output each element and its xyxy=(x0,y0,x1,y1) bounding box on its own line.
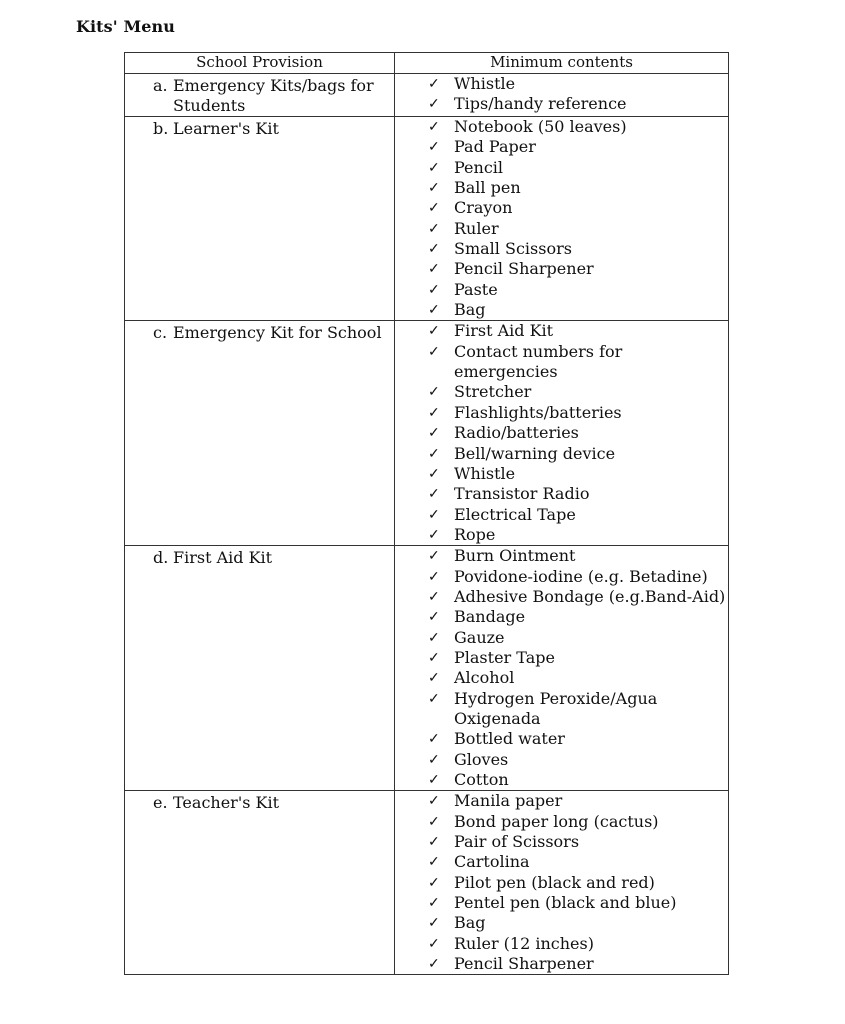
list-item xyxy=(428,219,728,239)
provision-name: Learner's Kit xyxy=(173,119,279,138)
list-item xyxy=(428,832,728,852)
item-text: Hydrogen Peroxide/Agua Oxigenada xyxy=(454,688,658,728)
provision-cell xyxy=(125,117,395,321)
list-item xyxy=(428,689,728,730)
list-item xyxy=(428,791,728,811)
list-item xyxy=(428,607,728,627)
provision-name: First Aid Kit xyxy=(173,548,273,568)
contents-list xyxy=(395,791,728,974)
list-item xyxy=(428,729,728,749)
checkmark-icon: ✓ xyxy=(428,281,440,298)
checkmark-icon: ✓ xyxy=(428,629,440,646)
provision-letter: a. xyxy=(153,76,168,95)
checkmark-icon: ✓ xyxy=(428,895,440,912)
contents-list xyxy=(395,321,728,545)
item-text: Bottled water xyxy=(454,729,565,749)
item-text: Cartolina xyxy=(454,852,530,872)
checkmark-icon: ✓ xyxy=(428,384,440,401)
checkmark-icon: ✓ xyxy=(428,834,440,851)
item-text: Plaster Tape xyxy=(454,647,555,667)
item-text: Whistle xyxy=(454,74,516,93)
list-item xyxy=(428,117,728,137)
list-item xyxy=(428,954,728,974)
item-text: Pair of Scissors xyxy=(454,832,580,852)
list-item xyxy=(428,342,728,383)
item-text: Flashlights/batteries xyxy=(454,402,622,422)
provision xyxy=(125,74,394,116)
list-item xyxy=(428,587,728,607)
item-text: Stretcher xyxy=(454,382,532,402)
list-item xyxy=(428,239,728,259)
item-text: Povidone-iodine (e.g. Betadine) xyxy=(454,566,708,586)
checkmark-icon: ✓ xyxy=(428,915,440,932)
item-text: Crayon xyxy=(454,198,513,218)
provision-letter: e. xyxy=(153,793,168,813)
table-row-e xyxy=(125,791,729,975)
checkmark-icon: ✓ xyxy=(428,241,440,258)
list-item xyxy=(428,750,728,770)
list-item xyxy=(428,770,728,790)
provision-cell xyxy=(125,321,395,546)
checkmark-icon: ✓ xyxy=(428,343,440,360)
provision-name: Teacher's Kit xyxy=(173,793,280,813)
checkmark-icon: ✓ xyxy=(428,200,440,217)
checkmark-icon: ✓ xyxy=(428,854,440,871)
provision-cell xyxy=(125,791,395,975)
item-text: Notebook (50 leaves) xyxy=(454,117,627,136)
item-text: Pad Paper xyxy=(454,137,536,157)
list-item xyxy=(428,464,728,484)
item-text: Rope xyxy=(454,524,496,544)
list-item xyxy=(428,321,728,341)
list-item xyxy=(428,382,728,402)
checkmark-icon: ✓ xyxy=(428,935,440,952)
list-item xyxy=(428,280,728,300)
contents-cell xyxy=(395,546,729,791)
provision-name: Emergency Kits/bags for Students xyxy=(173,76,374,115)
list-item xyxy=(428,893,728,913)
list-item xyxy=(428,812,728,832)
checkmark-icon: ✓ xyxy=(428,670,440,687)
item-text: Transistor Radio xyxy=(454,484,590,504)
item-text: Pencil xyxy=(454,157,504,177)
item-text: Bell/warning device xyxy=(454,443,616,463)
item-text: Gloves xyxy=(454,749,509,769)
item-text: Ruler xyxy=(454,218,499,238)
item-text: Alcohol xyxy=(454,668,515,688)
item-text: Bandage xyxy=(454,607,526,627)
list-item xyxy=(428,648,728,668)
list-item xyxy=(428,158,728,178)
item-text: Paste xyxy=(454,279,498,299)
item-text: Pentel pen (black and blue) xyxy=(454,893,677,913)
list-item xyxy=(428,505,728,525)
checkmark-icon: ✓ xyxy=(428,874,440,891)
checkmark-icon: ✓ xyxy=(428,302,440,319)
list-item xyxy=(428,852,728,872)
checkmark-icon: ✓ xyxy=(428,96,440,113)
checkmark-icon: ✓ xyxy=(428,526,440,543)
list-item xyxy=(428,934,728,954)
list-item xyxy=(428,873,728,893)
item-text: Ruler (12 inches) xyxy=(454,933,594,953)
contents-cell xyxy=(395,117,729,321)
checkmark-icon: ✓ xyxy=(428,588,440,605)
item-text: Pencil Sharpener xyxy=(454,954,594,974)
provision-letter: c. xyxy=(153,323,168,343)
checkmark-icon: ✓ xyxy=(428,793,440,810)
list-item xyxy=(428,484,728,504)
checkmark-icon: ✓ xyxy=(428,548,440,565)
list-item xyxy=(428,259,728,279)
provision-letter: d. xyxy=(153,548,169,568)
checkmark-icon: ✓ xyxy=(428,180,440,197)
item-text: Tips/handy reference xyxy=(454,94,627,114)
column-header-minimum-contents: Minimum contents xyxy=(395,53,729,74)
item-text: Radio/batteries xyxy=(454,423,579,443)
page-title: Kits' Menu xyxy=(76,17,176,36)
checkmark-icon: ✓ xyxy=(428,568,440,585)
checkmark-icon: ✓ xyxy=(428,323,440,340)
item-text: Small Scissors xyxy=(454,239,572,259)
list-item xyxy=(428,913,728,933)
list-item xyxy=(428,94,728,114)
list-item xyxy=(428,668,728,688)
item-text: Bag xyxy=(454,913,486,933)
list-item xyxy=(428,137,728,157)
provision xyxy=(125,791,394,813)
table-row-a xyxy=(125,74,729,117)
table-row-b xyxy=(125,117,729,321)
checkmark-icon: ✓ xyxy=(428,813,440,830)
checkmark-icon: ✓ xyxy=(428,220,440,237)
checkmark-icon: ✓ xyxy=(428,506,440,523)
checkmark-icon: ✓ xyxy=(428,772,440,788)
item-text: Whistle xyxy=(454,463,516,483)
provision xyxy=(125,546,394,568)
contents-list xyxy=(395,74,728,115)
list-item xyxy=(428,300,728,320)
list-item xyxy=(428,567,728,587)
item-text: Pilot pen (black and red) xyxy=(454,872,655,892)
list-item xyxy=(428,423,728,443)
checkmark-icon: ✓ xyxy=(428,425,440,442)
column-header-school-provision: School Provision xyxy=(125,53,395,74)
provision xyxy=(125,321,394,343)
checkmark-icon: ✓ xyxy=(428,486,440,503)
item-text: Bond paper long (cactus) xyxy=(454,811,659,831)
checkmark-icon: ✓ xyxy=(428,956,440,973)
list-item xyxy=(428,74,728,94)
checkmark-icon: ✓ xyxy=(428,690,440,707)
list-item xyxy=(428,403,728,423)
item-text: Gauze xyxy=(454,627,505,647)
list-item xyxy=(428,546,728,566)
item-text: Bag xyxy=(454,300,486,320)
list-item xyxy=(428,178,728,198)
item-text: Contact numbers for emergencies xyxy=(454,341,623,382)
item-text: Adhesive Bondage (e.g.Band-Aid) xyxy=(454,586,726,606)
checkmark-icon: ✓ xyxy=(428,465,440,482)
checkmark-icon: ✓ xyxy=(428,119,440,135)
contents-list xyxy=(395,546,728,790)
item-text: First Aid Kit xyxy=(454,321,554,341)
item-text: Pencil Sharpener xyxy=(454,259,594,279)
provision-letter: b. xyxy=(153,119,169,138)
item-text: Manila paper xyxy=(454,791,563,811)
checkmark-icon: ✓ xyxy=(428,445,440,462)
list-item xyxy=(428,628,728,648)
contents-cell xyxy=(395,791,729,975)
kits-table xyxy=(124,52,729,975)
item-text: Burn Ointment xyxy=(454,546,576,566)
kits-table-body xyxy=(125,74,729,975)
checkmark-icon: ✓ xyxy=(428,159,440,176)
provision xyxy=(125,117,394,139)
checkmark-icon: ✓ xyxy=(428,731,440,748)
checkmark-icon: ✓ xyxy=(428,76,440,92)
contents-cell xyxy=(395,74,729,117)
provision-cell xyxy=(125,546,395,791)
table-row-d xyxy=(125,546,729,791)
checkmark-icon: ✓ xyxy=(428,139,440,156)
contents-list xyxy=(395,117,728,320)
table-header-row xyxy=(125,53,729,74)
provision-name: Emergency Kit for School xyxy=(173,323,382,343)
item-text: Electrical Tape xyxy=(454,504,576,524)
checkmark-icon: ✓ xyxy=(428,649,440,666)
provision-cell xyxy=(125,74,395,117)
checkmark-icon: ✓ xyxy=(428,609,440,626)
checkmark-icon: ✓ xyxy=(428,404,440,421)
list-item xyxy=(428,198,728,218)
list-item xyxy=(428,444,728,464)
item-text: Cotton xyxy=(454,770,509,789)
checkmark-icon: ✓ xyxy=(428,751,440,768)
item-text: Ball pen xyxy=(454,178,521,198)
table-row-c xyxy=(125,321,729,546)
checkmark-icon: ✓ xyxy=(428,261,440,278)
list-item xyxy=(428,525,728,545)
contents-cell xyxy=(395,321,729,546)
